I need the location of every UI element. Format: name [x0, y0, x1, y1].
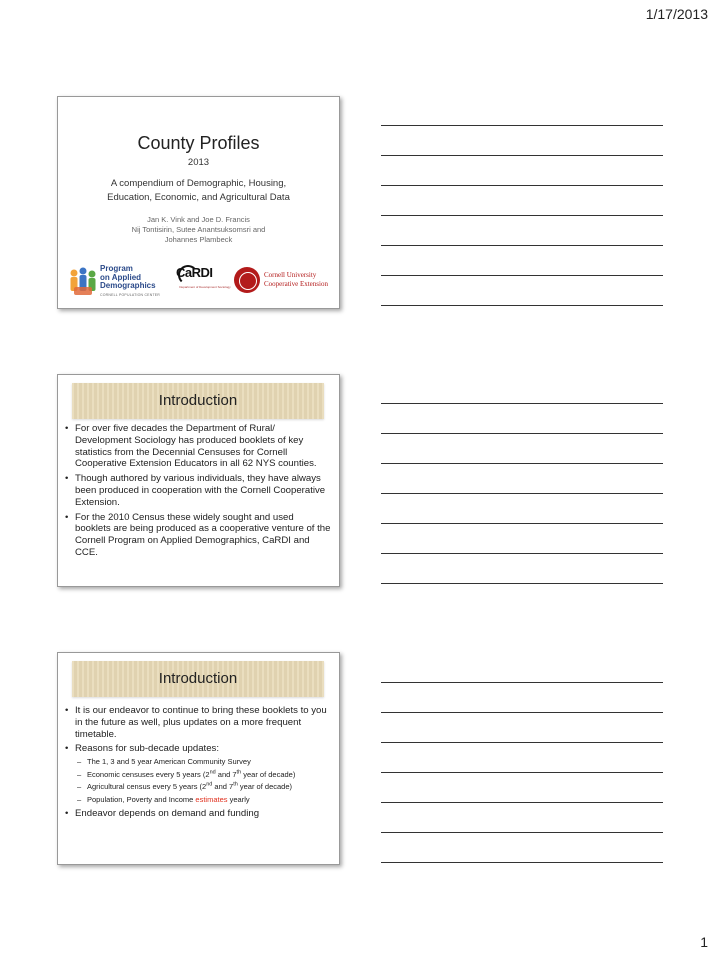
- sub-text: yearly: [227, 794, 250, 804]
- sub-text: Agricultural census every 5 years (2: [87, 782, 207, 792]
- slide-banner: [72, 383, 324, 419]
- bullet-list: [61, 705, 331, 823]
- subtitle-line: Education, Economic, and Agricultural Data: [107, 192, 290, 203]
- slide-heading: Introduction: [158, 392, 238, 409]
- cce-logo-line: Cornell University: [264, 271, 317, 279]
- slide-introduction-2: [57, 652, 340, 865]
- bullet-item: • Though authored by various individuals, they have always been produced in cooperation with the Cornell Cooperative Extension.: [61, 473, 331, 508]
- pad-logo-line: Demographics: [100, 281, 156, 290]
- pad-people-icon: [68, 267, 98, 297]
- slide-introduction-1: [57, 374, 340, 587]
- cornell-seal-icon: [234, 267, 260, 293]
- sub-text: year of decade): [237, 782, 292, 792]
- highlighted-text: estimates: [195, 794, 228, 804]
- authors-line: Jan K. Vink and Joe D. Francis: [147, 215, 250, 224]
- subtitle-line: A compendium of Demographic, Housing,: [110, 178, 287, 189]
- sub-bullet-item: [75, 770, 331, 781]
- cardi-logo-caption: Department of Development Sociology: [179, 285, 231, 289]
- bullet-list: [61, 423, 331, 562]
- sub-bullet-item: [75, 795, 331, 806]
- sub-superscript: th: [233, 781, 238, 788]
- pad-logo-line: on Applied: [100, 272, 142, 282]
- notes-lines: [381, 403, 663, 613]
- bullet-item: • For the 2010 Census these widely sought and used booklets are being produced as a cooperative venture of the Cornell Program on Applied Demographics, CaRDI and CCE.: [61, 512, 331, 559]
- pad-logo-footer: CORNELL POPULATION CENTER: [100, 293, 161, 297]
- sub-bullet-item: [75, 782, 331, 793]
- cardi-logo: [176, 263, 234, 303]
- slide-title-year: 2013: [187, 157, 210, 168]
- bullet-item: • For over five decades the Department of Rural/ Development Sociology has produced booklets of key statistics from the Decennial Censuses for Cornell Cooperative Extension Educators in all 62 NYS counties.: [61, 423, 331, 470]
- pad-logo-text: [100, 265, 156, 291]
- slide-title: [57, 96, 340, 309]
- slide-title-authors: [88, 215, 309, 245]
- slide-title-heading: County Profiles: [137, 133, 260, 153]
- sub-superscript: nd: [209, 769, 216, 776]
- sub-superscript: th: [236, 769, 242, 776]
- page-number: 1: [700, 934, 708, 950]
- logo-strip: [68, 263, 330, 303]
- bullet-item: [61, 743, 331, 805]
- pad-logo: [68, 263, 176, 303]
- slide-banner: [72, 661, 324, 697]
- sub-text: and 7: [215, 769, 237, 779]
- sub-superscript: nd: [206, 781, 213, 788]
- sub-text: Population, Poverty and Income: [87, 794, 196, 804]
- sub-bullet-list: [75, 757, 331, 805]
- slide-heading: Introduction: [158, 670, 238, 687]
- authors-line: Johannes Plambeck: [164, 235, 233, 244]
- sub-bullet-item: – The 1, 3 and 5 year American Community Survey: [75, 757, 331, 768]
- notes-lines: [381, 125, 663, 335]
- sub-text: year of decade): [241, 769, 296, 779]
- bullet-item: • It is our endeavor to continue to bring these booklets to you in the future as well, plus updates on a more frequent timetable.: [61, 705, 331, 740]
- sub-text: Economic censuses every 5 years (2: [87, 769, 210, 779]
- bullet-text: Reasons for sub-decade updates:: [75, 743, 219, 755]
- notes-lines: [381, 682, 663, 892]
- cce-logo-line: Cooperative Extension: [264, 280, 328, 288]
- sub-text: and 7: [212, 782, 234, 792]
- bullet-item: • Endeavor depends on demand and funding: [61, 808, 331, 820]
- cce-logo: [234, 267, 330, 299]
- authors-line: Nij Tontisirin, Sutee Anantsuksomsri and: [131, 225, 266, 234]
- slide-title-subtitle: [78, 177, 319, 205]
- cardi-logo-name: CaRDI: [176, 265, 213, 280]
- pad-logo-line: Program: [100, 264, 133, 273]
- page-date: 1/17/2013: [645, 6, 708, 22]
